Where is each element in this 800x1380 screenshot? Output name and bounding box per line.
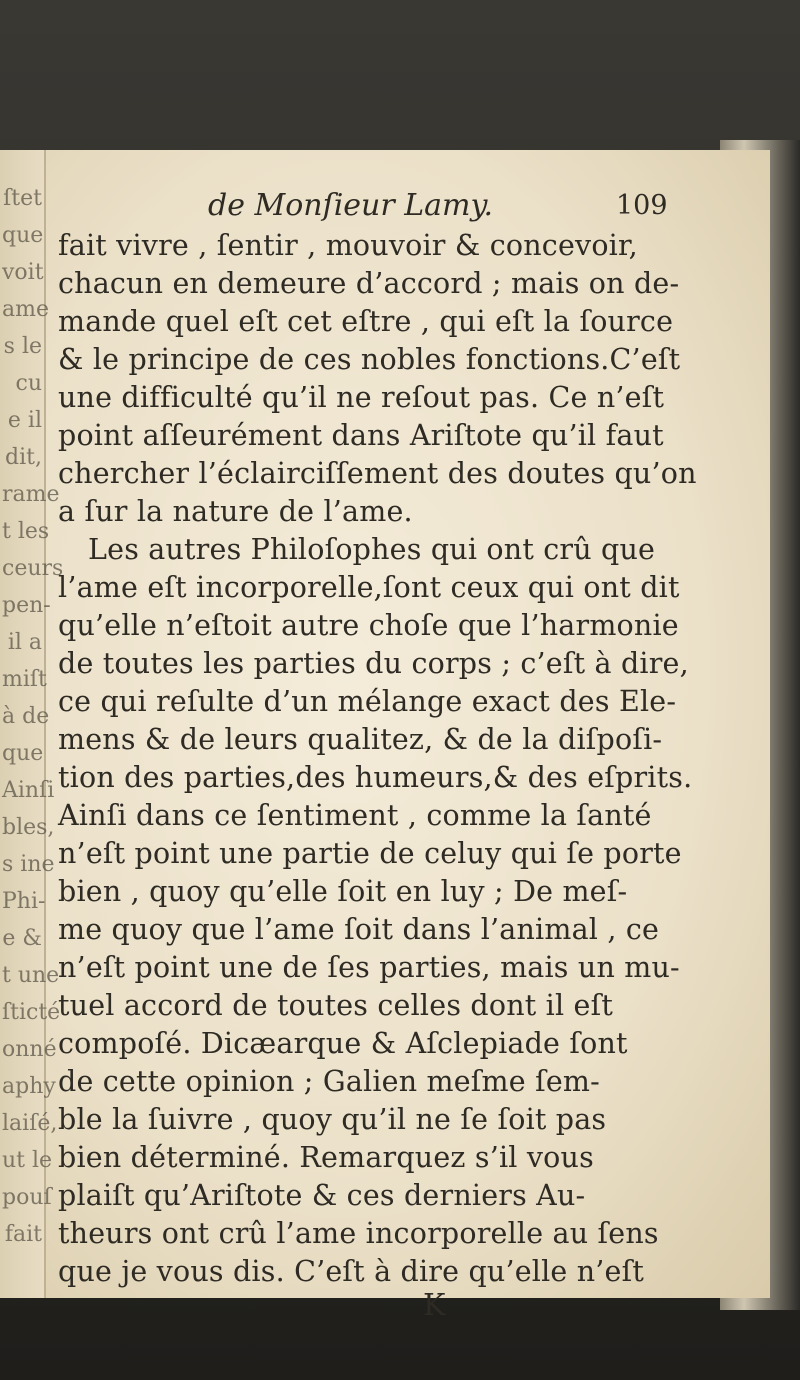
- facing-page-fragment: Phi-: [2, 889, 46, 914]
- facing-page-fragment: que: [2, 223, 44, 248]
- facing-page-fragment: ame: [2, 297, 49, 322]
- text-line: plaiſt qu’Ariſtote & ces derniers Au-: [58, 1179, 586, 1212]
- text-line: tion des parties,des humeurs,& des eſprits.: [58, 761, 693, 794]
- facing-page-fragment: t une: [2, 963, 60, 988]
- text-line: bien déterminé. Remarquez s’il vous: [58, 1141, 594, 1174]
- text-line: theurs ont crû l’ame incorporelle au ſens: [58, 1217, 659, 1250]
- facing-page-fragment: à de: [2, 704, 50, 729]
- text-line: une difficulté qu’il ne reſout pas. Ce n’eſt: [58, 381, 665, 414]
- text-line: chacun en demeure d’accord ; mais on de-: [58, 267, 680, 300]
- facing-page-fragment: voit: [2, 260, 44, 285]
- text-line: que je vous dis. C’eſt à dire qu’elle n’eſt: [58, 1255, 645, 1288]
- text-line: n’eſt point une partie de celuy qui ſe porte: [58, 837, 682, 870]
- facing-page-fragment: pen-: [2, 593, 51, 618]
- facing-page-fragment: dit,: [5, 445, 42, 470]
- text-line: de cette opinion ; Galien meſme ſem-: [58, 1065, 600, 1098]
- facing-page-fragment: aphy: [2, 1074, 56, 1099]
- facing-page-fragment: fait: [4, 1222, 42, 1247]
- facing-page-fragment: ſtet: [3, 186, 42, 211]
- facing-page-fragment: t les: [2, 519, 50, 544]
- facing-page-fragment: e &: [2, 926, 42, 951]
- facing-page-fragment: s ine: [2, 852, 55, 877]
- text-line: compoſé. Dicæarque & Aſclepiade ſont: [58, 1027, 628, 1060]
- facing-page-fragment: cu: [15, 371, 42, 396]
- text-line: bien , quoy qu’elle ſoit en luy ; De meſ-: [58, 875, 628, 908]
- facing-page-fragment: pouſ: [2, 1185, 52, 1210]
- text-line: me quoy que l’ame ſoit dans l’animal , ce: [58, 913, 660, 946]
- page-number: 109: [616, 190, 668, 221]
- facing-page-fragment: ceurs: [2, 556, 64, 581]
- text-line: mande quel eſt cet eſtre , qui eſt la ſource: [58, 305, 674, 338]
- running-head: [58, 188, 708, 228]
- facing-page-fragment: bles,: [2, 815, 55, 840]
- facing-page-fragment: e il: [7, 408, 42, 433]
- text-line: mens & de leurs qualitez, & de la diſpoſi-: [58, 723, 663, 756]
- text-line: qu’elle n’eſtoit autre choſe que l’harmonie: [58, 609, 679, 642]
- text-line: l’ame eſt incorporelle,ſont ceux qui ont dit: [58, 571, 680, 604]
- facing-page-fragment: que: [2, 741, 44, 766]
- facing-page-fragment: Ainſi: [2, 778, 55, 803]
- text-line: chercher l’éclairciſſement des doutes qu’on: [58, 457, 697, 490]
- signature-mark: K: [423, 1288, 446, 1323]
- facing-page-fragment: s le: [3, 334, 42, 359]
- running-head-title: de Monſieur Lamy.: [208, 188, 493, 223]
- text-line: n’eſt point une de ſes parties, mais un mu-: [58, 951, 680, 984]
- facing-page-fragments: [0, 150, 64, 1298]
- text-line: de toutes les parties du corps ; c’eſt à dire,: [58, 647, 689, 680]
- text-line: & le principe de ces nobles fonctions.C’eſt: [58, 343, 681, 376]
- text-line: a ſur la nature de l’ame.: [58, 495, 413, 528]
- facing-page-fragment: rame: [2, 482, 60, 507]
- paragraph-start-line: Les autres Philoſophes qui ont crû que: [88, 533, 656, 566]
- text-line: Ainſi dans ce ſentiment , comme la ſanté: [58, 799, 652, 832]
- facing-page-fragment: miſt: [2, 667, 47, 692]
- book-page: [0, 150, 770, 1298]
- facing-page-fragment: ſticté: [2, 1000, 61, 1025]
- facing-page-fragment: onné: [2, 1037, 57, 1062]
- facing-page-fragment: laiſé,: [2, 1111, 58, 1136]
- text-line: fait vivre , ſentir , mouvoir & concevoir,: [58, 229, 638, 262]
- text-line: ble la ſuivre , quoy qu’il ne ſe ſoit pas: [58, 1103, 607, 1136]
- text-line: point aſſeurément dans Ariſtote qu’il faut: [58, 419, 664, 452]
- text-line: tuel accord de toutes celles dont il eſt: [58, 989, 614, 1022]
- facing-page-fragment: il a: [7, 630, 42, 655]
- text-line: ce qui reſulte d’un mélange exact des Ele-: [58, 685, 677, 718]
- facing-page-fragment: ut le: [2, 1148, 53, 1173]
